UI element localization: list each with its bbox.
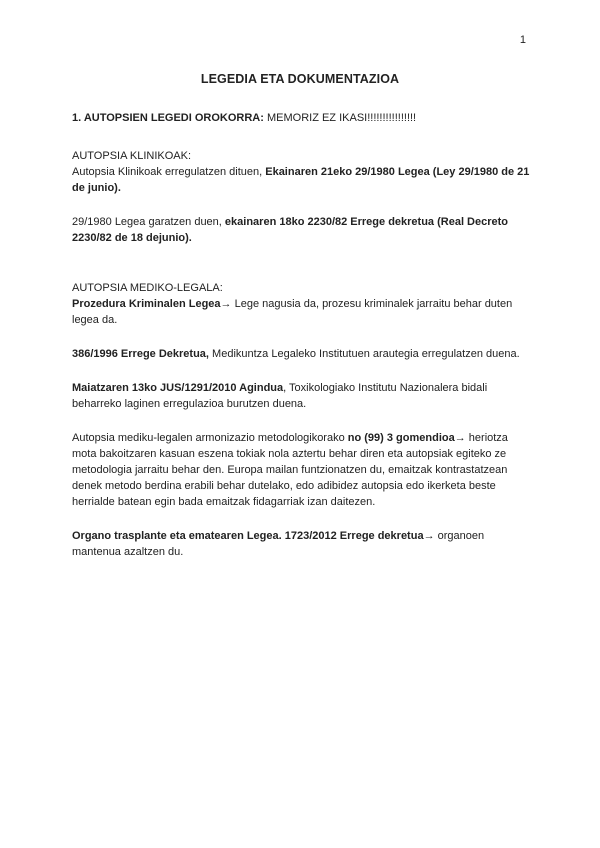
- klinikoak-p1-text: Autopsia Klinikoak erregulatzen dituen,: [72, 166, 266, 178]
- medikolegala-p4-law: no (99) 3 gomendioa: [347, 432, 455, 444]
- klinikoak-heading: AUTOPSIA KLINIKOAK:: [72, 150, 192, 162]
- medikolegala-heading: AUTOPSIA MEDIKO-LEGALA:: [72, 282, 223, 294]
- medikolegala-p4-text-a: Autopsia mediku-legalen armonizazio metodologikorako: [72, 432, 348, 444]
- medikolegala-p2-text: Medikuntza Legaleko Institutuen arautegia erregulatzen duena.: [208, 348, 520, 360]
- section-heading-note: MEMORIZ EZ IKASI!!!!!!!!!!!!!!!!: [263, 112, 417, 124]
- section-heading-title: 1. AUTOPSIEN LEGEDI OROKORRA:: [72, 112, 264, 124]
- medikolegala-p2-law: 386/1996 Errege Dekretua,: [72, 348, 209, 360]
- medikolegala-p3-text: , Toxikologiako Institutu Nazionalera bidali beharreko laginen erregulazioa burutzen duena.: [72, 382, 488, 410]
- klinikoak-paragraph-2: [72, 214, 532, 246]
- medikolegala-p5-text: → organoen mantenua azaltzen du.: [72, 530, 485, 558]
- page-number: 1: [519, 34, 526, 46]
- medikolegala-paragraph-1: [72, 296, 532, 328]
- document-body: [72, 110, 532, 560]
- klinikoak-paragraph-1: [72, 164, 532, 196]
- medikolegala-p1-law: Prozedura Kriminalen Legea: [72, 298, 221, 310]
- medikolegala-paragraph-4: [72, 430, 532, 510]
- medikolegala-p4-text-b: → heriotza mota bakoitzaren kasuan eszena tokiak nola aztertu behar diren eta autopsiak egiteko ze metodologia jarraitu behar den. Europa mailan funtzionatzen du, emaitzak kontrastatzean denek metodo berdina erabili behar dutelako, edo adibidez autopsia edo ikerketa beste herrialde batean egin bada emaitzak fidagarriak izan daitezen.: [72, 432, 508, 508]
- medikolegala-p1-text: → Lege nagusia da, prozesu kriminalek jarraitu behar duten legea da.: [72, 298, 513, 326]
- medikolegala-paragraph-5: [72, 528, 532, 560]
- klinikoak-p2-text: 29/1980 Legea garatzen duen,: [72, 216, 225, 228]
- klinikoak-p1-law: Ekainaren 21eko 29/1980 Legea (Ley 29/1980 de 21 de junio).: [72, 166, 530, 194]
- klinikoak-p2-law: ekainaren 18ko 2230/82 Errege dekretua (Real Decreto 2230/82 de 18 dejunio).: [72, 216, 509, 244]
- medikolegala-paragraph-2: [72, 346, 532, 362]
- medikolegala-p5-law: Organo trasplante eta ematearen Legea. 1723/2012 Errege dekretua: [72, 530, 424, 542]
- medikolegala-paragraph-3: [72, 380, 532, 412]
- section-heading: [72, 110, 532, 126]
- medikolegala-p3-law: Maiatzaren 13ko JUS/1291/2010 Agindua: [72, 382, 284, 394]
- document-title: LEGEDIA ETA DOKUMENTAZIOA: [200, 72, 400, 86]
